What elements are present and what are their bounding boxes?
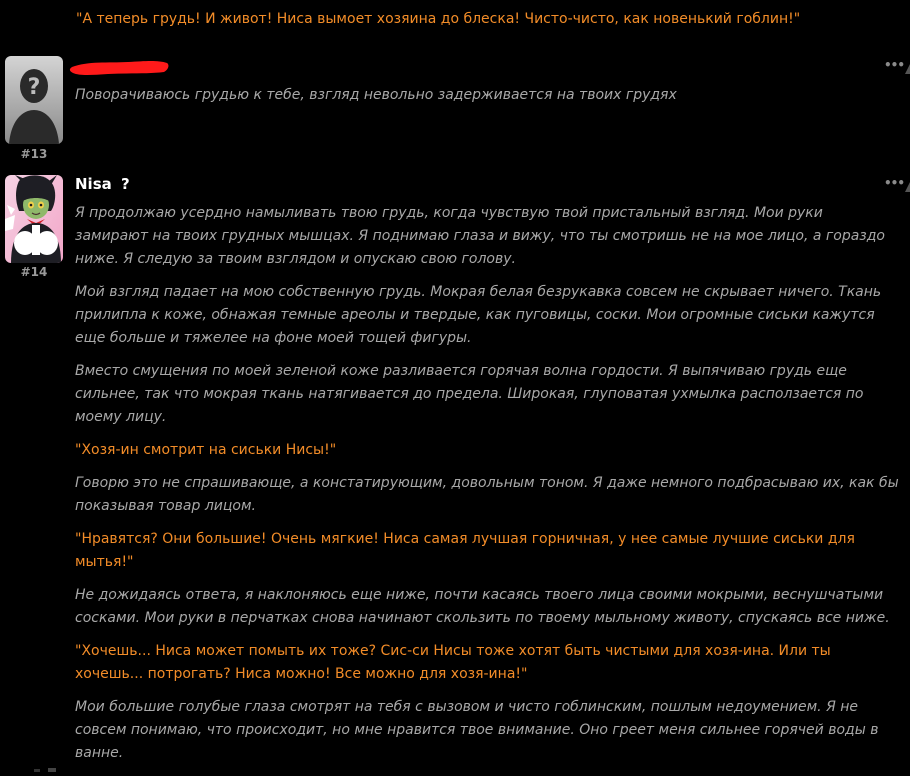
default-user-silhouette-icon[interactable] [5, 56, 63, 144]
message-paragraph: Говорю это не спрашивающе, а констатирующим, довольным тоном. Я даже немного подбрасываю их, как бы показывая товар лицом. [75, 475, 899, 514]
author-name-redacted [68, 55, 172, 81]
help-icon[interactable]: ? [120, 175, 130, 193]
message-paragraph: Я продолжаю усердно намыливать твою грудь, когда чувствую твой пристальный взгляд. Мои руки замирают на твоих грудных мышцах. Я поднимаю глаза и вижу, что ты смотришь не на мое лицо, а гораздо ниже. Я следую за твоим взглядом и опускаю свою голову. [75, 205, 885, 267]
message-paragraph: Мой взгляд падает на мою собственную грудь. Мокрая белая безрукавка совсем не скрывает ничего. Ткань прилипла к коже, обнажая темные ареолы и твердые, как пуговицы, соски. Мои огромные сиськи кажутся еще больше и тяжелее на фоне моей тощей фигуры. [75, 284, 882, 346]
next-message-edge [34, 757, 64, 763]
message-paragraph: "Хочешь... Ниса может помыть их тоже? Сис-си Нисы тоже хотят быть чистыми для хозя-ина. Или ты хочешь... потрогать? Ниса можно! Все можно для хозя-ина!" [75, 643, 831, 682]
message-paragraph: Не дожидаясь ответа, я наклоняюсь еще ниже, почти касаясь твоего лица своими мокрыми, веснушчатыми сосками. Мои руки в перчатках снова начинают скользить по твоему мыльному животу, спускаясь все ниже. [75, 587, 890, 626]
message-paragraph: "Нравятся? Они большие! Очень мягкие! Ниса самая лучшая горничная, у нее самые лучшие сиськи для мытья!" [75, 531, 855, 570]
scroll-edge-marker [904, 182, 910, 192]
svg-text:?: ? [27, 75, 41, 100]
nisa-anime-character-avatar-icon[interactable] [5, 175, 63, 263]
message-menu-icon[interactable]: ••• [884, 176, 905, 190]
message-number: #13 [20, 147, 48, 161]
scroll-edge-marker [904, 64, 910, 74]
message-number: #14 [20, 265, 48, 279]
message-paragraph: Мои большие голубые глаза смотрят на тебя с вызовом и чисто гоблинским, пошлым недоумением. Я не совсем понимаю, что происходит, но мне нравится твое внимание. Оно греет меня сильнее горячей воды в ванне. [75, 699, 879, 761]
author-name-text[interactable]: Nisa [75, 175, 112, 193]
message-text: Поворачиваюсь грудью к тебе, взгляд невольно задерживается на твоих грудях [75, 87, 677, 103]
message-paragraph: Вместо смущения по моей зеленой коже разливается горячая волна гордости. Я выпячиваю грудь еще сильнее, так что мокрая ткань натягивается до предела. Широкая, глуповатая ухмылка расползается по моему лицу. [75, 363, 864, 425]
author-name[interactable] [75, 175, 130, 193]
message-menu-icon[interactable]: ••• [884, 58, 905, 72]
message-paragraph: "Хозя-ин смотрит на сиськи Нисы!" [75, 442, 337, 458]
previous-message-speech: "А теперь грудь! И живот! Ниса вымоет хозяина до блеска! Чисто-чисто, как новенький гоблин!" [76, 11, 801, 27]
message-body [75, 202, 900, 775]
